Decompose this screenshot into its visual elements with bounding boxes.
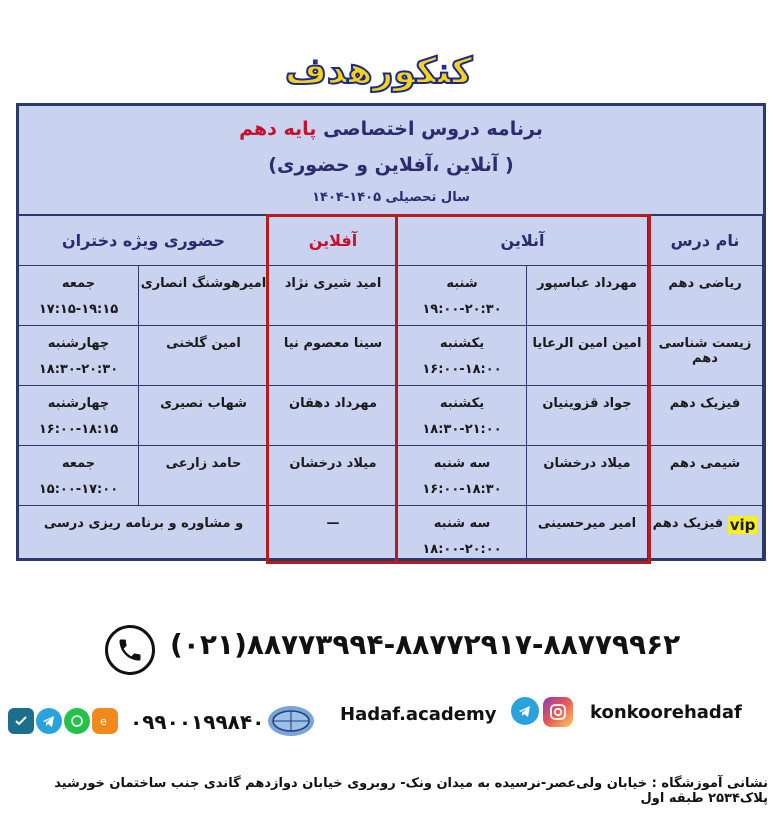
inperson-schedule (19, 446, 139, 506)
online-time: ۱۶:۰۰-۱۸:۰۰ (422, 362, 502, 377)
offline-teacher: میلاد درخشان (269, 446, 398, 506)
online-teacher: میلاد درخشان (527, 446, 648, 506)
phone-icon (105, 625, 155, 675)
inperson-day: جمعه (61, 456, 96, 471)
inperson-schedule (19, 326, 139, 386)
title-grade: پایه دهم (239, 118, 317, 140)
academic-year: سال تحصیلی ۱۴۰۵-۱۴۰۴ (312, 190, 470, 205)
online-day: سه شنبه (433, 516, 491, 531)
online-schedule (398, 326, 527, 386)
eitaa-icon[interactable] (92, 708, 118, 734)
online-day: سه شنبه (433, 456, 491, 471)
inperson-teacher: امیرهوشنگ انصاری (139, 266, 269, 326)
online-teacher: امیر میرحسینی (527, 506, 648, 558)
table-title (19, 118, 763, 140)
offline-teacher: سینا معصوم نیا (269, 326, 398, 386)
online-schedule (398, 266, 527, 326)
inperson-time: ۱۷:۱۵-۱۹:۱۵ (38, 302, 119, 317)
row-subject: شیمی دهم (648, 446, 763, 506)
col-offline: آفلاین (269, 216, 398, 266)
table-subtitle: (آنلاین ،آفلاین و حضوری ) (268, 154, 514, 176)
offline-teacher: امید شیری نژاد (269, 266, 398, 326)
offline-teacher: مهرداد دهقان (269, 386, 398, 446)
inperson-note: و مشاوره و برنامه ریزی درسی (19, 506, 269, 558)
inperson-day: جمعه (61, 276, 96, 291)
online-schedule (398, 506, 527, 558)
konkoor-hadaf-logo: کنکورهدف (285, 51, 473, 92)
inperson-time: ۱۸:۳۰-۲۰:۳۰ (38, 362, 119, 377)
inperson-time: ۱۵:۰۰-۱۷:۰۰ (38, 482, 119, 497)
online-schedule (398, 446, 527, 506)
online-time: ۱۸:۰۰-۲۰:۰۰ (422, 542, 502, 557)
online-time: ۱۶:۰۰-۱۸:۳۰ (422, 482, 502, 497)
row-subject: ریاضی دهم (648, 266, 763, 326)
telegram-icon[interactable] (511, 697, 539, 725)
vip-subject (648, 506, 763, 558)
telegram-icon[interactable] (36, 708, 62, 734)
verified-icon[interactable] (8, 708, 34, 734)
inperson-day: چهارشنبه (47, 396, 110, 411)
online-teacher: جواد قزوینیان (527, 386, 648, 446)
inperson-teacher: حامد زارعی (139, 446, 269, 506)
online-time: ۱۸:۳۰-۲۱:۰۰ (422, 422, 502, 437)
schedule-table (16, 103, 766, 561)
col-online: آنلاین (398, 216, 648, 266)
mobile-number[interactable]: ۰۹۹۰۰۱۹۹۸۴۰ (130, 710, 265, 734)
col-subject: نام درس (648, 216, 763, 266)
online-day: شنبه (446, 276, 478, 291)
inperson-teacher: امین گلخنی (139, 326, 269, 386)
inperson-schedule (19, 266, 139, 326)
title-main: برنامه دروس اختصاصی (323, 118, 543, 140)
col-inperson: حضوری ویژه دختران (19, 216, 269, 266)
phone-numbers[interactable]: (۰۲۱)۸۸۷۷۳۹۹۴-۸۸۷۷۲۹۱۷-۸۸۷۷۹۹۶۲ (170, 628, 681, 661)
online-day: یکشنبه (439, 396, 485, 411)
social-handle[interactable]: konkoorehadaf (590, 702, 742, 723)
online-day: یکشنبه (439, 336, 485, 351)
inperson-schedule (19, 386, 139, 446)
online-schedule (398, 386, 527, 446)
row-subject: فیزیک دهم (648, 386, 763, 446)
online-time: ۱۹:۰۰-۲۰:۳۰ (422, 302, 502, 317)
vip-badge: vip (729, 516, 756, 534)
vip-subject-label: فیزیک دهم (652, 516, 724, 531)
svg-text:e: e (100, 715, 107, 728)
institute-address: نشانی آموزشگاه : خیابان ولی‌عصر-نرسیده به میدان ونک- روبروی خیابان دوازدهم گاندی جنب ساختمان خورشید پلاک۲۵۳۴ طبقه اول (54, 776, 768, 806)
website-link[interactable]: Hadaf.academy (340, 704, 497, 725)
table-header (19, 106, 763, 216)
whatsapp-icon[interactable] (64, 708, 90, 734)
online-teacher: امین امین الرعایا (527, 326, 648, 386)
inperson-teacher: شهاب نصیری (139, 386, 269, 446)
instagram-icon[interactable] (543, 697, 573, 727)
online-teacher: مهرداد عباسپور (527, 266, 648, 326)
inperson-time: ۱۶:۰۰-۱۸:۱۵ (38, 422, 119, 437)
inperson-day: چهارشنبه (47, 336, 110, 351)
globe-icon (268, 706, 314, 736)
offline-empty: — (269, 506, 398, 558)
row-subject: زیست شناسی دهم (648, 326, 763, 386)
